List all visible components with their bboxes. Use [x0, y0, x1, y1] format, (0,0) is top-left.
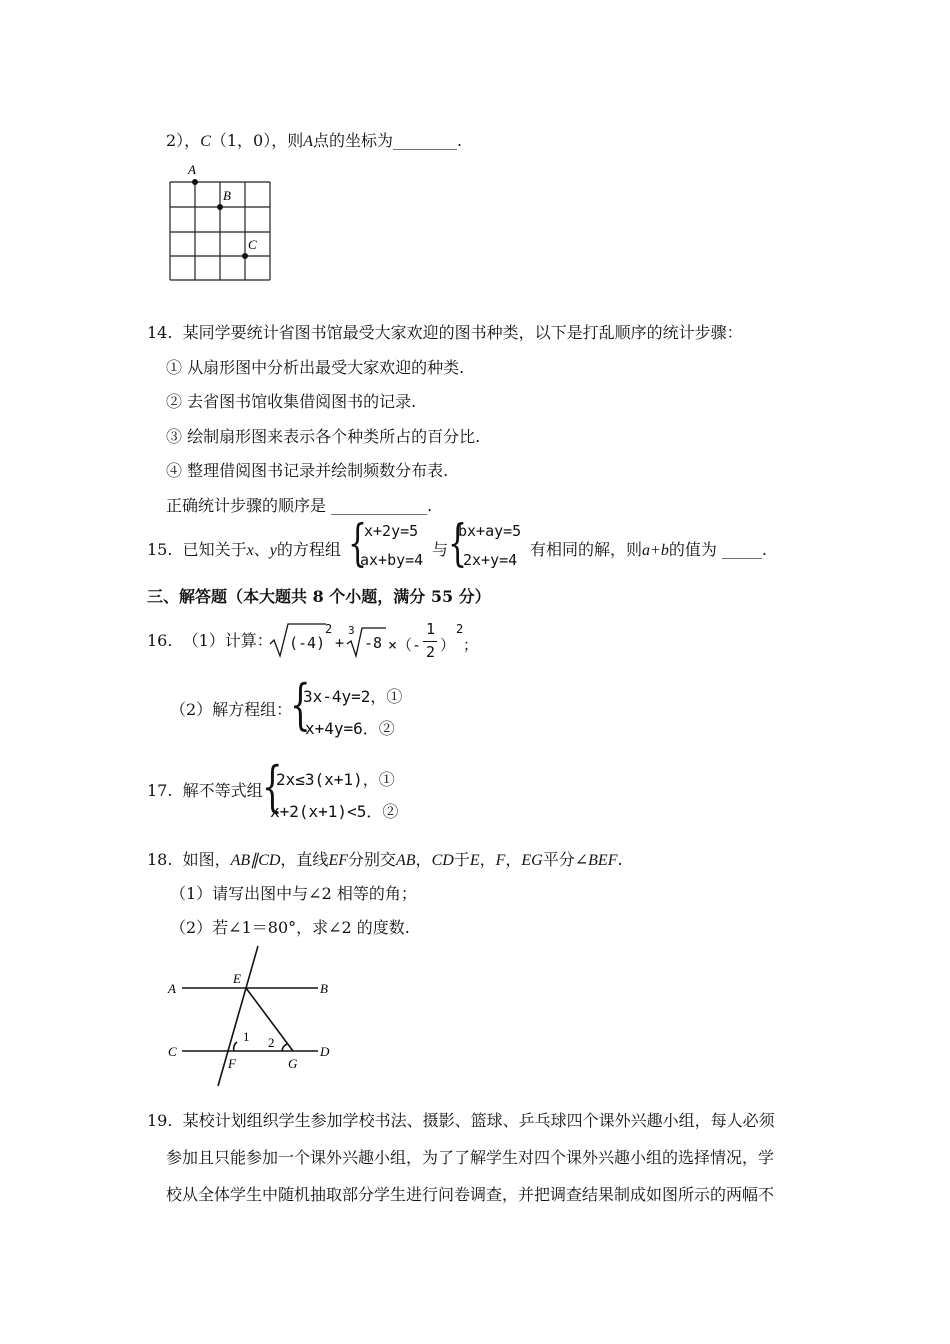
q16-part1: 16. （1）计算： [147, 631, 273, 650]
point-c [242, 253, 248, 259]
q18-stem: 18. 如图，AB∥CD，直线EF分别交AB，CD于E，F，EG平分∠BEF. [147, 850, 623, 869]
fig-label-e: E [233, 971, 241, 986]
parallel-lines-figure [160, 940, 340, 1090]
q14-answer: 正确统计步骤的顺序是 ____________. [166, 496, 433, 515]
q15-sys1-eq2: ax+by=4 [360, 551, 424, 569]
section-title: 三、解答题（本大题共 8 个小题，满分 55 分） [147, 587, 491, 606]
q16-radicand: (-4) [289, 634, 326, 652]
q15-sys2-eq2: 2x+y=4 [463, 551, 518, 569]
q14-step-3: ③ 绘制扇形图来表示各个种类所占的百分比. [166, 427, 481, 446]
q14-step-4: ④ 整理借阅图书记录并绘制频数分布表. [166, 461, 449, 480]
brace: { [290, 673, 311, 736]
brace: { [262, 755, 283, 818]
q19-line-2: 参加且只能参加一个课外兴趣小组，为了了解学生对四个课外兴趣小组的选择情况，学 [166, 1148, 775, 1167]
label-c: C [248, 237, 257, 252]
fig-label-g: G [288, 1056, 298, 1071]
q16-frac-den: 2 [426, 643, 436, 661]
q15-sys2-eq1: bx+ay=5 [458, 522, 522, 540]
q15-sys1-eq1: x+2y=5 [364, 522, 419, 540]
q17-ineq2: x+2(x+1)<5．② [270, 802, 399, 821]
brace: { [348, 514, 368, 572]
q16-cube-radicand: -8 [364, 634, 383, 652]
fig-label-a: A [168, 981, 176, 996]
label-b: B [223, 188, 231, 203]
fig-label-d: D [320, 1044, 330, 1059]
q16-exp1: 2 [325, 622, 333, 636]
q19-line-3: 校从全体学生中随机抽取部分学生进行问卷调查，并把调查结果制成如图所示的两幅不 [166, 1185, 775, 1204]
q16-exp2: 2 [456, 622, 464, 636]
label-a: A [188, 162, 196, 177]
q15-join: 与 [432, 540, 449, 559]
point-b [217, 204, 223, 210]
fraction-bar [423, 641, 437, 642]
q14-step-1: ① 从扇形图中分析出最受大家欢迎的种类. [166, 358, 465, 377]
fig-label-2: 2 [268, 1035, 275, 1050]
q18-part1: （1）请写出图中与∠2 相等的角； [170, 884, 417, 903]
fig-label-1: 1 [243, 1029, 250, 1044]
answer-blank[interactable]: ________ [393, 131, 458, 150]
brace: { [448, 514, 468, 572]
fig-label-b: B [320, 981, 328, 996]
fig-label-f: F [228, 1056, 236, 1071]
q16-plus: + [335, 634, 345, 652]
q16-root-index: 3 [348, 624, 355, 637]
q14-stem: 14. 某同学要统计省图书馆最受大家欢迎的图书种类，以下是打乱顺序的统计步骤： [147, 323, 743, 342]
q16-eq1: 3x-4y=2，① [303, 687, 403, 706]
q16-eq2: x+4y=6．② [305, 719, 395, 738]
answer-blank[interactable]: _____ [721, 540, 762, 559]
q16-times: ×（- [388, 636, 422, 654]
answer-blank[interactable]: ____________ [331, 496, 428, 515]
q13-tail: 2），C（1，0），则A点的坐标为________. [166, 131, 463, 150]
q16-close: ） [440, 636, 456, 654]
q16-frac-num: 1 [426, 620, 436, 638]
q15-tail: 有相同的解，则a+b的值为 _____. [530, 540, 768, 559]
q16-semi: ； [463, 636, 479, 654]
grid-figure [160, 160, 280, 285]
q14-step-2: ② 去省图书馆收集借阅图书的记录. [166, 392, 417, 411]
q17-ineq1: 2x≤3(x+1)，① [276, 770, 395, 789]
q17-lead: 17. 解不等式组 [147, 781, 263, 800]
q16-part2-label: （2）解方程组： [170, 700, 293, 719]
q19-line-1: 19. 某校计划组织学生参加学校书法、摄影、篮球、乒乓球四个课外兴趣小组，每人必须 [147, 1111, 775, 1130]
q18-part2: （2）若∠1＝80°，求∠2 的度数. [170, 918, 410, 937]
fig-label-c: C [168, 1044, 177, 1059]
q15-lead: 15. 已知关于x、y的方程组 [147, 540, 341, 559]
point-a [192, 179, 198, 185]
